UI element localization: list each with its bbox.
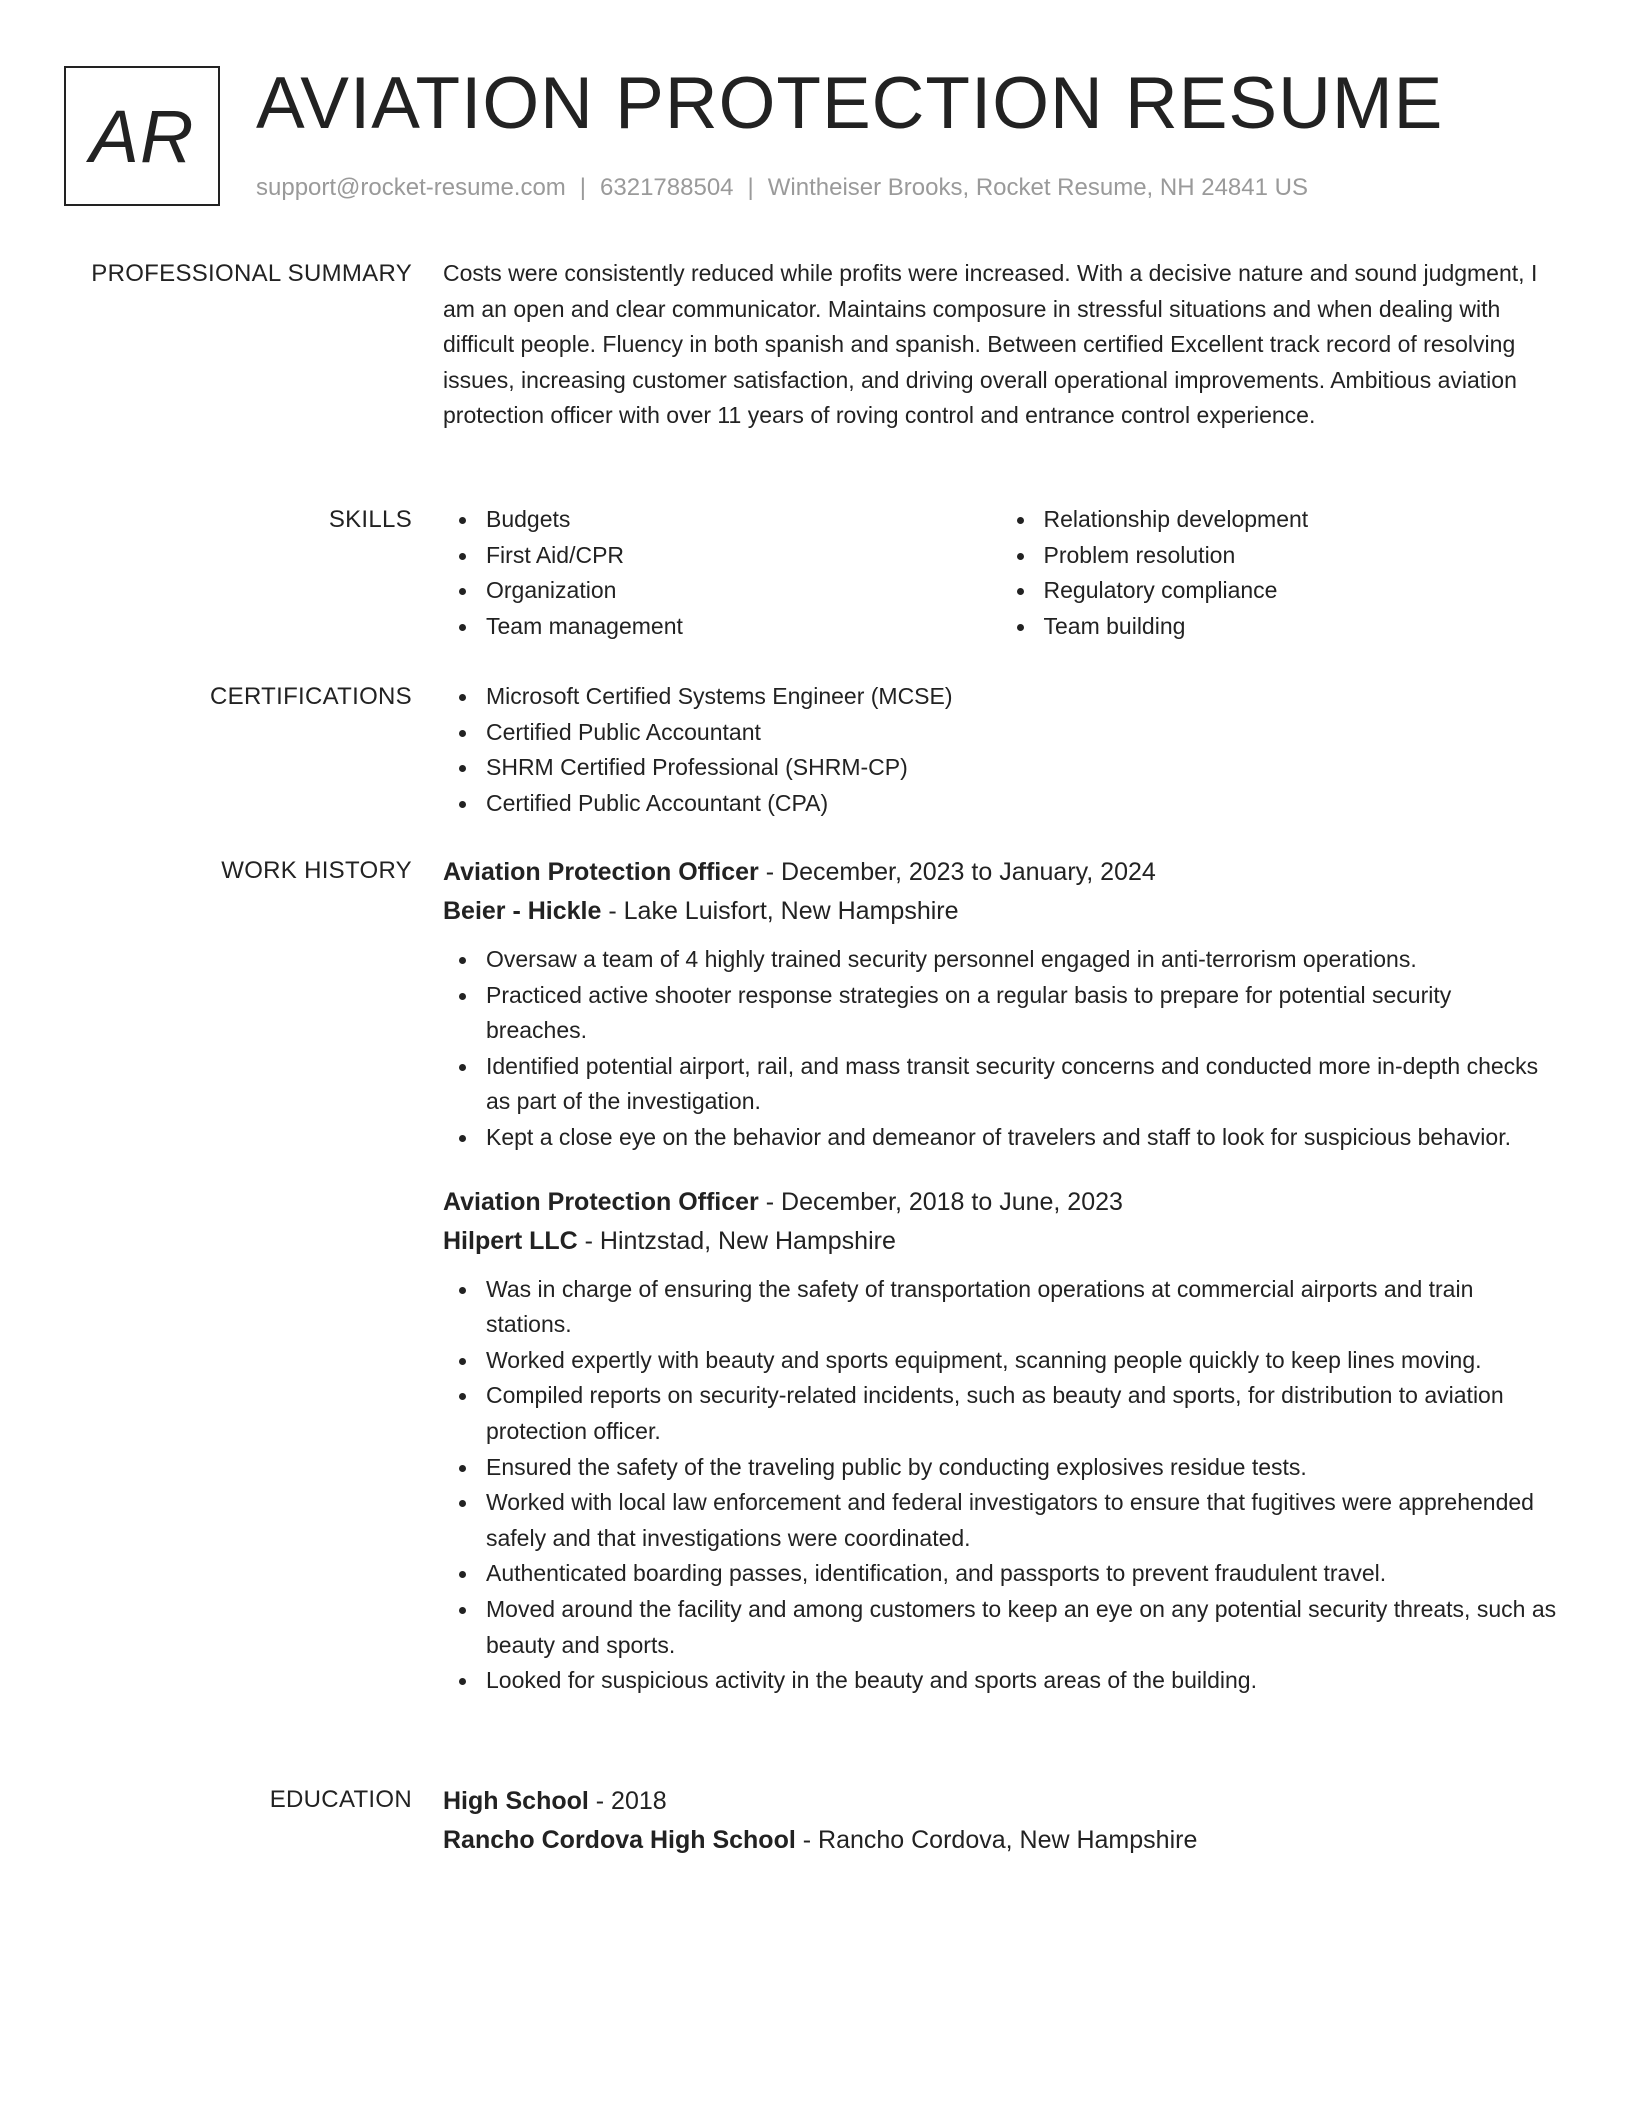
skills-columns bbox=[443, 502, 1558, 644]
certifications-body bbox=[443, 679, 1558, 821]
job-duty-item: Practiced active shooter response strategies on a regular basis to prepare for potential security breaches. bbox=[486, 978, 1558, 1049]
summary-body bbox=[443, 256, 1558, 434]
job-duty-item: Worked expertly with beauty and sports equipment, scanning people quickly to keep lines moving. bbox=[486, 1343, 1558, 1379]
summary-text: Costs were consistently reduced while profits were increased. With a decisive nature and sound judgment, I am an open and clear communicator. Maintains composure in stressful situations and when dealing with difficult people. Fluency in both spanish and spanish. Between certified Excellent track record of resolving issues, increasing customer satisfaction, and driving overall operational improvements. Ambitious aviation protection officer with over 11 years of roving control and entrance control experience. bbox=[443, 260, 1538, 429]
job-duties-list bbox=[443, 942, 1558, 1156]
skills-label: SKILLS bbox=[328, 506, 412, 533]
resume-header bbox=[64, 63, 1564, 216]
resume-title: AVIATION PROTECTION RESUME bbox=[256, 63, 1444, 144]
contact-address: Wintheiser Brooks, Rocket Resume, NH 24841 US bbox=[767, 174, 1308, 201]
job-location: - Hintzstad, New Hampshire bbox=[577, 1226, 896, 1255]
job-dates: - December, 2018 to June, 2023 bbox=[758, 1187, 1123, 1216]
job-title-line bbox=[443, 853, 1558, 892]
contact-separator: | bbox=[747, 174, 754, 201]
job-duty-item: Authenticated boarding passes, identification, and passports to prevent fraudulent travel. bbox=[486, 1556, 1558, 1592]
contact-line bbox=[256, 174, 1308, 202]
summary-label: PROFESSIONAL SUMMARY bbox=[91, 260, 412, 287]
skill-item: Team management bbox=[486, 609, 1001, 645]
job-entry bbox=[443, 1183, 1558, 1699]
job-company-line bbox=[443, 892, 1558, 931]
monogram-box bbox=[64, 66, 220, 206]
job-location: - Lake Luisfort, New Hampshire bbox=[601, 897, 959, 925]
skill-item: Organization bbox=[486, 573, 1001, 609]
job-duty-item: Kept a close eye on the behavior and demeanor of travelers and staff to look for suspicious behavior. bbox=[486, 1120, 1558, 1156]
skill-item: Budgets bbox=[486, 502, 1001, 538]
job-duties-list bbox=[443, 1272, 1558, 1699]
skill-item: Team building bbox=[1044, 609, 1559, 645]
certifications-list bbox=[443, 679, 1558, 821]
job-duty-item: Compiled reports on security-related incidents, such as beauty and sports, for distribution to aviation protection officer. bbox=[486, 1378, 1558, 1449]
education-location: - Rancho Cordova, New Hampshire bbox=[795, 1826, 1198, 1854]
education-degree-line bbox=[443, 1782, 1558, 1821]
job-company-line bbox=[443, 1222, 1558, 1261]
job-title: Aviation Protection Officer bbox=[443, 1187, 759, 1216]
education-body bbox=[443, 1782, 1558, 1860]
contact-email[interactable]: support@rocket-resume.com bbox=[256, 174, 566, 201]
contact-separator: | bbox=[579, 174, 587, 201]
skill-item: Problem resolution bbox=[1044, 538, 1559, 574]
job-duty-item: Oversaw a team of 4 highly trained security personnel engaged in anti-terrorism operations. bbox=[486, 942, 1558, 978]
job-company: Beier - Hickle bbox=[443, 897, 602, 925]
education-year: - 2018 bbox=[588, 1787, 667, 1815]
job-duty-item: Moved around the facility and among customers to keep an eye on any potential security threats, such as beauty and sports. bbox=[486, 1592, 1558, 1663]
monogram-initials: AR bbox=[89, 94, 195, 178]
education-degree: High School bbox=[443, 1787, 589, 1815]
certification-item: Certified Public Accountant (CPA) bbox=[486, 786, 1558, 822]
job-company: Hilpert LLC bbox=[443, 1226, 578, 1255]
skill-item: Regulatory compliance bbox=[1044, 573, 1559, 609]
job-duty-item: Was in charge of ensuring the safety of transportation operations at commercial airports and train stations. bbox=[486, 1272, 1558, 1343]
job-duty-item: Looked for suspicious activity in the beauty and sports areas of the building. bbox=[486, 1663, 1558, 1699]
education-label: EDUCATION bbox=[269, 1786, 412, 1813]
certification-item: Certified Public Accountant bbox=[486, 715, 1558, 751]
contact-phone[interactable]: 6321788504 bbox=[600, 174, 734, 201]
skills-list-right bbox=[1001, 502, 1559, 644]
certifications-label: CERTIFICATIONS bbox=[210, 683, 412, 710]
job-entry bbox=[443, 853, 1558, 1156]
job-title-line bbox=[443, 1183, 1558, 1222]
job-duty-item: Worked with local law enforcement and federal investigators to ensure that fugitives were apprehended safely and that investigations were coordinated. bbox=[486, 1485, 1558, 1556]
certification-item: SHRM Certified Professional (SHRM-CP) bbox=[486, 750, 1558, 786]
skill-item: Relationship development bbox=[1044, 502, 1559, 538]
work-history-label: WORK HISTORY bbox=[221, 857, 412, 884]
job-title: Aviation Protection Officer bbox=[443, 858, 759, 886]
work-history-body bbox=[443, 853, 1558, 1699]
job-duty-item: Identified potential airport, rail, and mass transit security concerns and conducted more in-depth checks as part of the investigation. bbox=[486, 1049, 1558, 1120]
job-duty-item: Ensured the safety of the traveling public by conducting explosives residue tests. bbox=[486, 1450, 1558, 1486]
skills-body bbox=[443, 502, 1558, 644]
certification-item: Microsoft Certified Systems Engineer (MCSE) bbox=[486, 679, 1558, 715]
skills-list-left bbox=[443, 502, 1001, 644]
education-school-line bbox=[443, 1821, 1558, 1860]
job-dates: - December, 2023 to January, 2024 bbox=[758, 858, 1156, 886]
skill-item: First Aid/CPR bbox=[486, 538, 1001, 574]
education-school: Rancho Cordova High School bbox=[443, 1826, 796, 1854]
